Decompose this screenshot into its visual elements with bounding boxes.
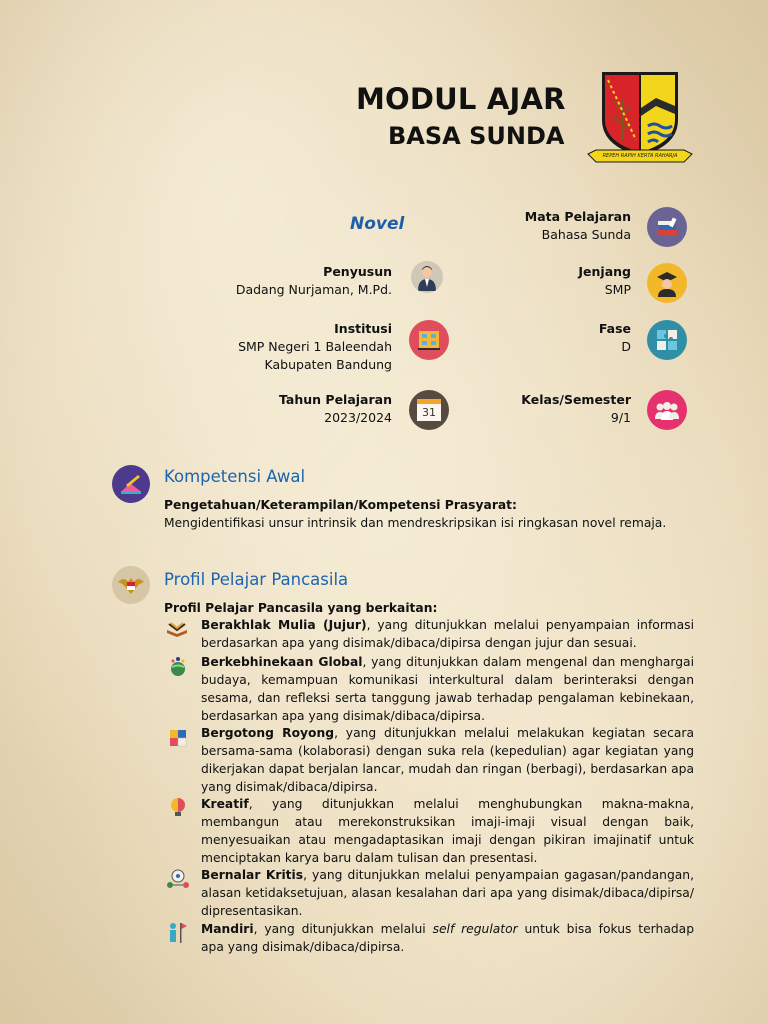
kompetensi-title: Kompetensi Awal	[164, 467, 306, 486]
students-group-icon	[647, 390, 687, 430]
fase-label: Fase	[598, 321, 631, 336]
regency-emblem	[586, 70, 694, 166]
teamwork-puzzle-icon	[168, 728, 190, 750]
calendar-number: 31	[422, 406, 436, 419]
profil-item-5-bold: Bernalar Kritis	[201, 868, 304, 882]
graduate-icon	[647, 263, 687, 303]
module-title: MODUL AJAR	[356, 82, 566, 116]
kompetensi-text: Mengidentifikasi unsur intrinsik dan mendreskripsikan isi ringkasan novel remaja.	[164, 516, 667, 530]
mata-pelajaran-value: Bahasa Sunda	[541, 227, 631, 242]
institusi-value-line1: SMP Negeri 1 Baleendah	[238, 339, 392, 354]
critical-thinking-icon	[166, 868, 188, 890]
profil-item-2-bold: Berkebhinekaan Global	[201, 655, 363, 669]
school-building-icon	[409, 320, 449, 360]
puzzle-icon	[647, 320, 687, 360]
fase-value: D	[621, 339, 631, 354]
profil-item-3	[201, 724, 694, 796]
profil-item-6-text-post: untuk bisa fokus terhadap apa yang disimak/dibaca/dipirsa.	[201, 922, 694, 954]
profil-subheading: Profil Pelajar Pancasila yang berkaitan:	[164, 601, 438, 615]
institusi-label: Institusi	[334, 321, 392, 336]
independent-flag-icon	[166, 921, 188, 943]
prayer-book-icon	[166, 620, 188, 642]
profil-item-6	[201, 920, 694, 956]
profil-item-1	[201, 616, 694, 652]
kompetensi-icon	[112, 465, 150, 503]
profil-item-6-italic: self regulator	[432, 922, 518, 936]
jenjang-value: SMP	[604, 282, 631, 297]
penyusun-value: Dadang Nurjaman, M.Pd.	[235, 282, 392, 297]
kompetensi-subheading: Pengetahuan/Keterampilan/Kompetensi Prasyarat:	[164, 498, 517, 512]
profil-item-6-bold: Mandiri	[201, 922, 254, 936]
teacher-avatar-icon	[411, 261, 443, 293]
jenjang-label: Jenjang	[578, 264, 631, 279]
profil-item-2	[201, 653, 694, 725]
module-subtitle: BASA SUNDA	[388, 122, 565, 150]
books-icon	[647, 207, 687, 247]
mata-pelajaran-label: Mata Pelajaran	[524, 209, 631, 224]
kelas-value: 9/1	[610, 410, 631, 425]
profil-item-1-text: , yang ditunjukkan melalui penyampaian informasi berdasarkan apa yang disimak/dibaca/dipirsa dengan jujur dan sesuai.	[201, 618, 694, 650]
profil-item-3-text: , yang ditunjukkan melalui melakukan kegiatan secara bersama-sama (kolaborasi) dengan suka rela (kepedulian) agar kegiatan yang dikerjakan dapat berjalan lancar, mudah dan ringan (berbagi), berdasarkan apa yang disimak/dibaca/dipirsa.	[201, 726, 694, 794]
creative-lightbulb-icon	[168, 796, 190, 818]
profil-item-1-bold: Berakhlak Mulia (Jujur)	[201, 618, 367, 632]
profil-item-4-text: , yang ditunjukkan melalui menghubungkan makna-makna, membangun atau merekonstruksikan imaji-imaji visual dengan baik, menyesuaikan atau mengadaptasikan imaji dengan pikiran imajinatif untuk menciptakan karya baru dalam tulisan dan presentasi.	[201, 797, 694, 865]
institusi-value-line2: Kabupaten Bandung	[264, 357, 392, 372]
topic-label: Novel	[350, 214, 405, 234]
globe-diversity-icon	[168, 655, 190, 677]
profil-item-4	[201, 795, 694, 867]
garuda-pancasila-icon	[112, 566, 150, 604]
tahun-value: 2023/2024	[324, 410, 392, 425]
profil-title: Profil Pelajar Pancasila	[164, 570, 349, 589]
calendar-icon	[409, 390, 449, 430]
penyusun-label: Penyusun	[323, 264, 392, 279]
profil-item-5	[201, 866, 694, 920]
tahun-label: Tahun Pelajaran	[279, 392, 392, 407]
profil-item-5-text: , yang ditunjukkan melalui penyampaian gagasan/pandangan, alasan ketidaksetujuan, alasan kesalahan dari apa yang disimak/dibaca/dipirsa/ dipresentasikan.	[201, 868, 694, 918]
emblem-motto: REPEH RAPIH KERTA RAHARJA	[602, 153, 678, 159]
profil-item-3-bold: Bergotong Royong	[201, 726, 335, 740]
profil-item-4-bold: Kreatif	[201, 797, 249, 811]
profil-item-2-text: , yang ditunjukkan dalam mengenal dan menghargai budaya, kemampuan komunikasi interkultural dalam berinteraksi dengan sesama, dan refleksi serta tanggung jawab terhadap pengalaman kebinekaan, berdasarkan apa yang disimak/dibaca/dipirsa.	[201, 655, 694, 723]
kelas-label: Kelas/Semester	[521, 392, 631, 407]
profil-item-6-text-pre: , yang ditunjukkan melalui	[253, 922, 433, 936]
